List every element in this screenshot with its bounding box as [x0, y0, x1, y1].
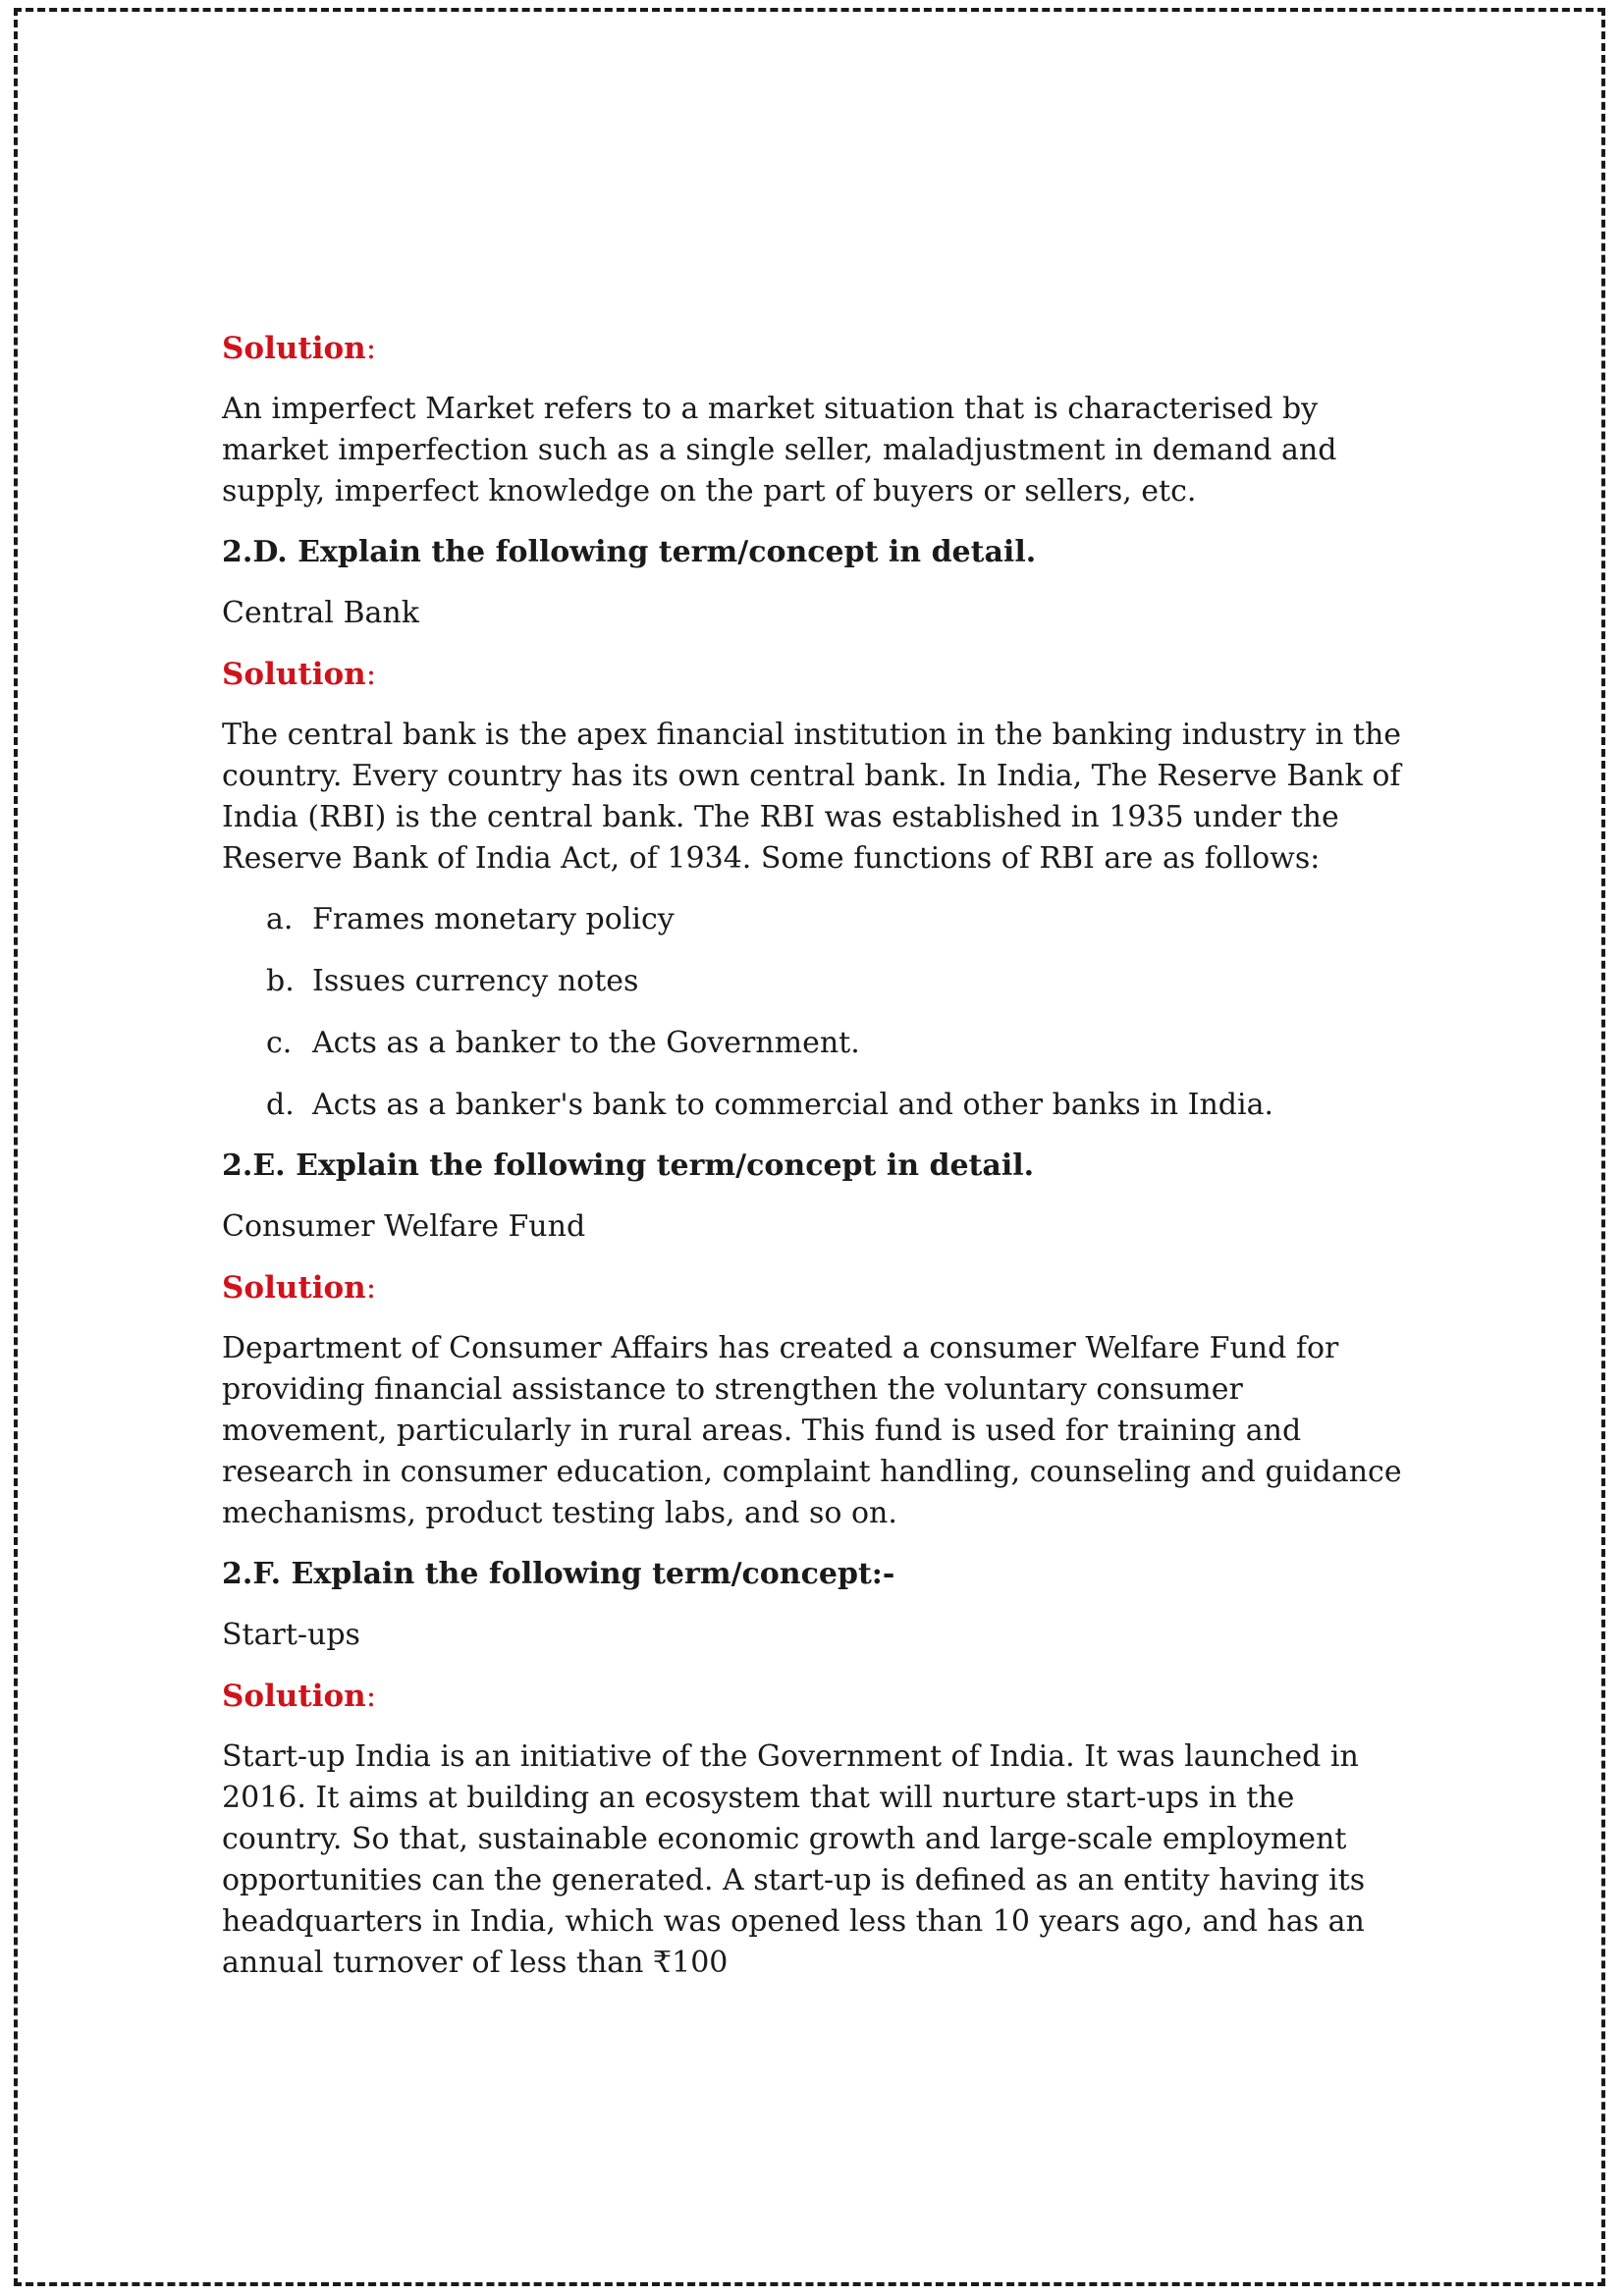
- list-item: [266, 899, 1410, 940]
- solution-label: Solution:: [222, 1679, 377, 1714]
- question-heading: 2.D. Explain the following term/concept in detail.: [222, 535, 1037, 569]
- page-content: [222, 328, 1410, 2003]
- list-item-text: Frames monetary policy: [312, 902, 675, 936]
- question-heading: 2.E. Explain the following term/concept in detail.: [222, 1148, 1035, 1183]
- solution-answer: An imperfect Market refers to a market situation that is characterised by market imperfection such as a single seller, maladjustment in demand and supply, imperfect knowledge on the part of buyers or sellers, etc.: [222, 392, 1337, 508]
- question-term: Start-ups: [222, 1618, 360, 1652]
- question-term: Central Bank: [222, 596, 419, 630]
- list-item-text: Issues currency notes: [312, 964, 639, 998]
- list-marker: a.: [266, 902, 294, 936]
- list-item-text: Acts as a banker's bank to commercial and other banks in India.: [312, 1088, 1273, 1122]
- list-item: [266, 1023, 1410, 1064]
- solution-answer: Start-up India is an initiative of the Government of India. It was launched in 2016. It aims at building an ecosystem that will nurture start-ups in the country. So that, sustainable economic growth and large-scale employment opportunities can the generated. A start-up is defined as an entity having its headquarters in India, which was opened less than 10 years ago, and has an annual turnover of less than ₹100: [222, 1739, 1366, 1980]
- solution-answer: Department of Consumer Affairs has created a consumer Welfare Fund for providing financial assistance to strengthen the voluntary consumer movement, particularly in rural areas. This fund is used for training and research in consumer education, complaint handling, counseling and guidance mechanisms, product testing labs, and so on.: [222, 1331, 1402, 1530]
- solution-label: Solution:: [222, 657, 377, 692]
- rbi-functions-list: [222, 899, 1410, 1126]
- list-item: [266, 1085, 1410, 1126]
- question-term: Consumer Welfare Fund: [222, 1209, 586, 1244]
- question-heading: 2.F. Explain the following term/concept:-: [222, 1557, 895, 1591]
- solution-label: Solution:: [222, 1270, 377, 1306]
- list-marker: c.: [266, 1026, 293, 1060]
- list-item: [266, 961, 1410, 1002]
- list-item-text: Acts as a banker to the Government.: [312, 1026, 860, 1060]
- solution-answer: The central bank is the apex financial institution in the banking industry in the country. Every country has its own central bank. In India, The Reserve Bank of India (RBI) is the central bank. The RBI was established in 1935 under the Reserve Bank of India Act, of 1934. Some functions of RBI are as follows:: [222, 718, 1402, 876]
- list-marker: d.: [266, 1088, 295, 1122]
- list-marker: b.: [266, 964, 295, 998]
- solution-label: Solution:: [222, 331, 377, 366]
